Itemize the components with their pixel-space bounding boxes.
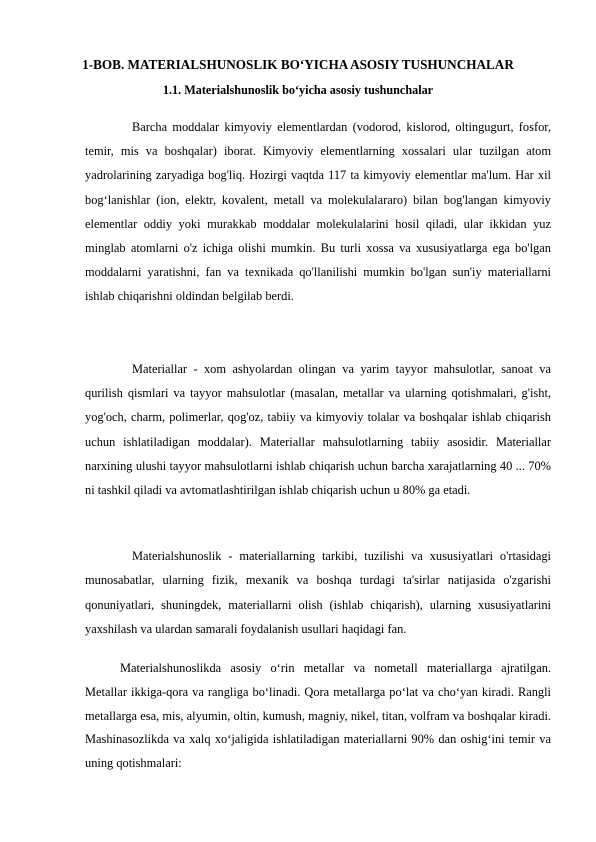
section-title: 1.1. Materialshunoslik bo‘yicha asosiy tushunchalar — [162, 83, 434, 97]
paragraph-materials: Materiallar - xom ashyolardan olingan va yarim tayyor mahsulotlar, sanoat va qurilish qismlari va tayyor mahsulotlar (masalan, metallar va ularning qotishmalari, g'isht, yog'och, charm, polimerlar, qog'oz, tabiiy va kimyoviy tolalar va boshqalar ishlab chiqarish uchun ishlatiladigan moddalar). Materiallar mahsulotlarning tabiiy asosidir. Materiallar narxining ulushi tayyor mahsulotlarni ishlab chiqarish uchun barcha xarajatlarning 40 ... 70% ni tashkil qiladi va avtomatlashtirilgan ishlab chiqarish uchun u 80% ga etadi. — [85, 362, 551, 498]
paragraph-metals: Materialshunoslikda asosiy o‘rin metallar va nometall materiallarga ajratilgan. Metallar ikkiga-qora va rangliga bo‘linadi. Qora metallarga po‘lat va cho‘yan kiradi. Rangli metallarga esa, mis, alyumin, oltin, kumush, magniy, nikel, titan, volfram va boshqalar kiradi. Mashinasozlikda va xalq xo‘jaligida ishlatiladigan materiallarni 90% dan oshig‘ini temir va uning qotishmalari: — [85, 661, 551, 771]
paragraph-elements: Barcha moddalar kimyoviy elementlardan (vodorod, kislorod, oltingugurt, fosfor, temir, mis va boshqalar) iborat. Kimyoviy elementlarning xossalari ular tuzilgan atom yadrolarining zaryadiga bog'liq. Hozirgi vaqtda 117 ta kimyoviy elementlar ma'lum. Har xil bog‘lanishlar (ion, elektr, kovalent, metall va molekulalararo) bilan bog'langan kimyoviy elementlar oddiy yoki murakkab moddalar molekulalarini hosil qiladi, ular ikkidan yuz minglab atomlarni o'z ichiga olishi mumkin. Bu turli xossa va xususiyatlarga ega bo'lgan moddalarni yaratishni, fan va texnikada qo'llanilishi mumkin bo'lgan sun'iy materiallarni ishlab chiqarishni oldindan belgilab berdi. — [85, 120, 551, 304]
paragraph-materials-science: Materialshunoslik - materiallarning tarkibi, tuzilishi va xususiyatlari o'rtasidagi munosabatlar, ularning fizik, mexanik va boshqa turdagi ta'sirlar natijasida o'zgarishi qonuniyatlari, shuningdek, materiallarni olish (ishlab chiqarish), ularning xususiyatlarini yaxshilash va ulardan samarali foydalanish usullari haqidagi fan. — [85, 549, 551, 637]
chapter-title: 1-BOB. MATERIALSHUNOSLIK BO‘YICHA ASOSIY TUSHUNCHALAR — [82, 57, 514, 72]
